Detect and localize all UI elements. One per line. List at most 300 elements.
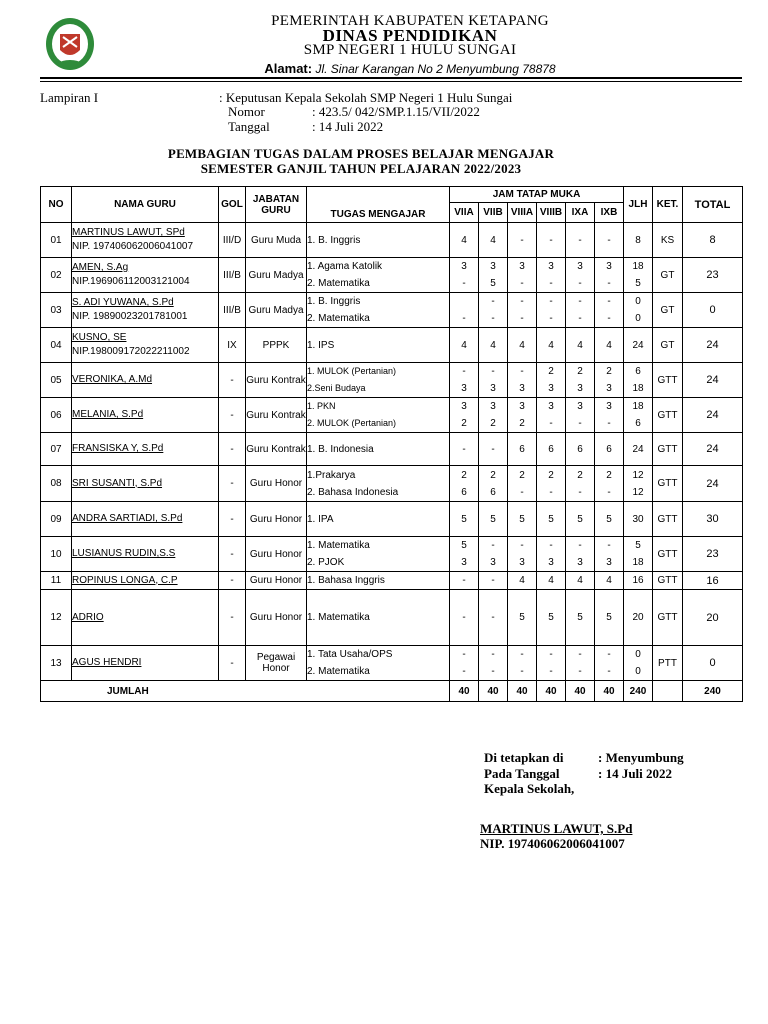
- hours-value: [450, 293, 478, 310]
- subject-item: 1. Tata Usaha/OPS: [307, 649, 393, 660]
- ket-value: GTT: [653, 398, 683, 433]
- lampiran-tanggal: : 14 Juli 2022: [312, 119, 384, 134]
- table-row: [41, 293, 743, 328]
- header-class-viiib: VIIIB: [537, 203, 566, 223]
- hours-cell: [595, 223, 624, 258]
- hours-value: 2: [606, 469, 612, 481]
- hours-value: 4: [490, 234, 496, 246]
- hours-value: 4: [461, 234, 467, 246]
- jlh-cell: [624, 223, 653, 258]
- hours-value: -: [578, 666, 582, 677]
- hours-cell: [537, 223, 566, 258]
- hours-value: 5: [548, 612, 554, 623]
- hours-value: -: [491, 540, 495, 551]
- subjects-cell: [307, 466, 450, 502]
- teacher-cell: [72, 363, 219, 398]
- subjects-cell: [307, 646, 450, 681]
- hours-cell: [566, 433, 595, 466]
- hours-cell: [566, 537, 595, 572]
- table-row: [41, 466, 743, 502]
- subject-item: 2. PJOK: [307, 557, 345, 568]
- hours-cell: [450, 590, 479, 646]
- hours-value: 3: [548, 401, 554, 412]
- teacher-nip: NIP.196906112003121004: [72, 276, 190, 287]
- hours-cell: [595, 433, 624, 466]
- teacher-nip: NIP. 197406062006041007: [72, 241, 194, 252]
- header-class-ixb: IXB: [595, 203, 624, 223]
- hours-value: 3: [490, 557, 496, 568]
- subject-item: 1.Prakarya: [307, 469, 356, 481]
- hours-value: 3: [548, 383, 554, 394]
- total-value: 24: [683, 433, 743, 466]
- header-class-viia: VIIA: [450, 203, 479, 223]
- subject-item: 1. B. Inggris: [307, 296, 361, 307]
- hours-cell: [508, 433, 537, 466]
- jlh-cell: [624, 433, 653, 466]
- hours-cell: [508, 398, 537, 433]
- hours-cell: [479, 433, 508, 466]
- subject-item: 2. MULOK (Pertanian): [307, 418, 397, 428]
- hours-cell: [566, 328, 595, 363]
- row-no: 07: [41, 433, 72, 466]
- teacher-name: AGUS HENDRI: [72, 657, 142, 668]
- hours-value: 4: [519, 339, 525, 351]
- hours-value: -: [578, 234, 582, 246]
- hours-cell: [595, 646, 624, 681]
- hours-value: -: [462, 366, 466, 377]
- hours-cell: [595, 572, 624, 590]
- teacher-name: MELANIA, S.Pd: [72, 409, 144, 420]
- teacher-cell: [72, 466, 219, 502]
- hours-value: -: [462, 666, 466, 677]
- teacher-gol: III/B: [219, 258, 246, 293]
- hours-cell: [479, 572, 508, 590]
- subject-item: 1. Bahasa Inggris: [307, 575, 385, 586]
- jlh-cell: [624, 466, 653, 502]
- hours-cell: [508, 537, 537, 572]
- teacher-name: AMEN, S.Ag: [72, 262, 129, 273]
- hours-cell: [595, 328, 624, 363]
- teacher-gol: -: [219, 572, 246, 590]
- hours-value: 3: [548, 261, 554, 272]
- teacher-jabatan: Guru Honor: [246, 590, 307, 646]
- hours-cell: [595, 466, 624, 502]
- hours-value: 2: [490, 469, 496, 481]
- hours-cell: [595, 363, 624, 398]
- header-rule: [40, 77, 742, 79]
- hours-value: -: [549, 296, 553, 307]
- hours-value: -: [607, 296, 611, 307]
- teacher-name: MARTINUS LAWUT, SPd: [72, 227, 185, 238]
- jlh-cell: [624, 293, 653, 328]
- subjects-cell: [307, 398, 450, 433]
- hours-value: -: [578, 296, 582, 307]
- header-class-viiia: VIIIA: [508, 203, 537, 223]
- hours-value: -: [462, 443, 466, 455]
- jlh-value: 12: [632, 486, 644, 498]
- hours-value: 3: [461, 557, 467, 568]
- total-value: 8: [683, 223, 743, 258]
- hours-value: 5: [461, 540, 467, 551]
- teacher-jabatan: Pegawai Honor: [246, 646, 307, 681]
- teacher-cell: [72, 223, 219, 258]
- ket-value: GT: [653, 258, 683, 293]
- sign-place: : Menyumbung: [598, 750, 684, 765]
- jlh-cell: [624, 646, 653, 681]
- row-no: 01: [41, 223, 72, 258]
- table-row: [41, 363, 743, 398]
- teacher-name: S. ADI YUWANA, S.Pd: [72, 297, 174, 308]
- hours-value: -: [462, 649, 466, 660]
- subjects-cell: [307, 328, 450, 363]
- jumlah-jlh: 240: [624, 681, 653, 702]
- header-gol: GOL: [219, 187, 246, 223]
- table-row: [41, 502, 743, 537]
- total-value: 23: [683, 258, 743, 293]
- ket-value: GTT: [653, 466, 683, 502]
- hours-value: 5: [606, 612, 612, 623]
- hours-value: -: [549, 540, 553, 551]
- teacher-cell: [72, 537, 219, 572]
- jlh-value: 0: [635, 296, 641, 307]
- total-value: 30: [683, 502, 743, 537]
- jlh-value: 12: [632, 469, 644, 481]
- hours-cell: [508, 328, 537, 363]
- row-no: 06: [41, 398, 72, 433]
- hours-value: -: [549, 278, 553, 289]
- hours-value: 3: [577, 261, 583, 272]
- header-nama: NAMA GURU: [72, 187, 219, 223]
- lampiran-nomor-label: Nomor: [228, 104, 265, 119]
- hours-value: -: [520, 666, 524, 677]
- hours-value: -: [462, 612, 466, 623]
- row-no: 02: [41, 258, 72, 293]
- teacher-cell: [72, 502, 219, 537]
- jlh-cell: [624, 363, 653, 398]
- hours-value: -: [520, 278, 524, 289]
- jlh-cell: [624, 258, 653, 293]
- teacher-cell: [72, 398, 219, 433]
- hours-value: -: [607, 486, 611, 498]
- hours-value: 2: [461, 469, 467, 481]
- sign-nip: NIP. 197406062006041007: [480, 836, 625, 851]
- teacher-gol: III/D: [219, 223, 246, 258]
- teacher-cell: [72, 572, 219, 590]
- table-row: [41, 572, 743, 590]
- teacher-name: FRANSISKA Y, S.Pd: [72, 443, 164, 454]
- header-total: TOTAL: [683, 187, 743, 223]
- address-label: Alamat:: [264, 61, 313, 76]
- hours-value: 3: [490, 261, 496, 272]
- hours-cell: [479, 258, 508, 293]
- document-subtitle: SEMESTER GANJIL TAHUN PELAJARAN 2022/2023: [200, 161, 522, 176]
- hours-cell: [450, 398, 479, 433]
- teacher-jabatan: Guru Honor: [246, 502, 307, 537]
- subjects-cell: [307, 572, 450, 590]
- hours-cell: [508, 293, 537, 328]
- hours-cell: [450, 223, 479, 258]
- subject-item: 2. Matematika: [307, 278, 370, 289]
- hours-cell: [450, 502, 479, 537]
- hours-cell: [508, 223, 537, 258]
- hours-cell: [479, 398, 508, 433]
- hours-cell: [537, 590, 566, 646]
- hours-value: 4: [461, 339, 467, 351]
- hours-value: -: [520, 366, 524, 377]
- header-class-viib: VIIB: [479, 203, 508, 223]
- header-class-ixa: IXA: [566, 203, 595, 223]
- teacher-gol: -: [219, 646, 246, 681]
- hours-cell: [450, 293, 479, 328]
- hours-cell: [450, 466, 479, 502]
- teacher-nip: NIP. 19890023201781001: [72, 311, 188, 322]
- teacher-gol: -: [219, 537, 246, 572]
- jumlah-ket-empty: [653, 681, 683, 702]
- hours-value: 3: [490, 383, 496, 394]
- hours-cell: [479, 363, 508, 398]
- hours-value: -: [607, 234, 611, 246]
- hours-value: -: [607, 313, 611, 324]
- hours-value: 2: [519, 469, 525, 481]
- address-text: Jl. Sinar Karangan No 2 Menyumbung 78878: [315, 62, 556, 76]
- jlh-value: 18: [632, 557, 644, 568]
- teacher-gol: -: [219, 398, 246, 433]
- hours-value: 4: [577, 575, 583, 586]
- hours-value: 5: [490, 278, 496, 289]
- hours-cell: [450, 646, 479, 681]
- header-address: [120, 61, 700, 76]
- teacher-name: LUSIANUS RUDIN,S.S: [72, 548, 176, 559]
- hours-value: -: [462, 313, 466, 324]
- hours-cell: [508, 363, 537, 398]
- subjects-cell: [307, 293, 450, 328]
- document-title: PEMBAGIAN TUGAS DALAM PROSES BELAJAR MENGAJAR: [167, 146, 555, 161]
- teacher-name: ADRIO: [72, 611, 104, 623]
- hours-value: -: [578, 418, 582, 429]
- subject-item: 1. Matematika: [307, 612, 370, 623]
- hours-cell: [537, 398, 566, 433]
- total-value: 24: [683, 363, 743, 398]
- hours-cell: [566, 223, 595, 258]
- hours-cell: [450, 363, 479, 398]
- hours-value: -: [520, 540, 524, 551]
- ket-value: GT: [653, 328, 683, 363]
- hours-value: 3: [519, 383, 525, 394]
- hours-value: -: [578, 486, 582, 498]
- subject-item: 1. Matematika: [307, 540, 370, 551]
- teacher-jabatan: Guru Kontrak: [246, 363, 307, 398]
- ket-value: GTT: [653, 590, 683, 646]
- hours-value: 3: [461, 401, 467, 412]
- hours-cell: [537, 537, 566, 572]
- subject-item: 2.Seni Budaya: [307, 383, 366, 393]
- hours-value: 6: [519, 443, 525, 455]
- hours-value: -: [578, 313, 582, 324]
- jlh-value: 5: [635, 278, 641, 289]
- hours-value: 4: [490, 339, 496, 351]
- row-no: 05: [41, 363, 72, 398]
- hours-value: -: [578, 649, 582, 660]
- lampiran-nomor: : 423.5/ 042/SMP.1.15/VII/2022: [312, 104, 480, 119]
- row-no: 08: [41, 466, 72, 502]
- hours-value: -: [491, 649, 495, 660]
- hours-value: 2: [519, 418, 525, 429]
- hours-value: 4: [548, 575, 554, 586]
- hours-cell: [450, 258, 479, 293]
- lampiran-tanggal-label: Tanggal: [228, 119, 270, 134]
- hours-value: 6: [461, 486, 467, 498]
- hours-cell: [508, 502, 537, 537]
- jlh-value: 24: [632, 443, 644, 455]
- subject-item: 1. B. Indonesia: [307, 443, 374, 455]
- hours-value: 4: [519, 575, 525, 586]
- total-row: [41, 681, 743, 702]
- jlh-value: 18: [632, 401, 644, 412]
- header-jabatan: JABATAN GURU: [246, 187, 307, 223]
- hours-value: 3: [519, 401, 525, 412]
- ket-value: GTT: [653, 537, 683, 572]
- hours-value: 5: [519, 513, 525, 525]
- row-no: 10: [41, 537, 72, 572]
- total-value: 24: [683, 398, 743, 433]
- hours-value: -: [491, 612, 495, 623]
- hours-cell: [508, 258, 537, 293]
- hours-value: 6: [606, 443, 612, 455]
- hours-value: 2: [548, 469, 554, 481]
- hours-cell: [537, 363, 566, 398]
- teacher-jabatan: PPPK: [246, 328, 307, 363]
- hours-value: 3: [606, 401, 612, 412]
- jlh-value: 16: [632, 575, 644, 586]
- total-value: 16: [683, 572, 743, 590]
- subjects-cell: [307, 258, 450, 293]
- hours-cell: [566, 293, 595, 328]
- hours-value: -: [607, 540, 611, 551]
- header-tugas: [307, 187, 450, 223]
- hours-cell: [566, 502, 595, 537]
- subject-item: 1. Agama Katolik: [307, 261, 383, 272]
- jumlah-total: 240: [683, 681, 743, 702]
- sign-date-label: Pada Tanggal: [484, 766, 560, 781]
- hours-cell: [595, 293, 624, 328]
- table-row: [41, 433, 743, 466]
- teacher-nip: NIP.198009172022211002: [72, 346, 190, 357]
- hours-value: 6: [577, 443, 583, 455]
- hours-cell: [450, 328, 479, 363]
- jlh-value: 20: [632, 612, 644, 623]
- jumlah-class: 40: [508, 681, 537, 702]
- jlh-value: 5: [635, 540, 641, 551]
- jlh-value: 18: [632, 383, 644, 394]
- table-row: [41, 590, 743, 646]
- hours-value: 5: [577, 612, 583, 623]
- header-jlh: JLH: [624, 187, 653, 223]
- subject-item: 1. IPS: [307, 339, 335, 351]
- hours-value: -: [607, 418, 611, 429]
- subject-item: 1. IPA: [307, 513, 334, 525]
- jumlah-class: 40: [450, 681, 479, 702]
- teacher-jabatan: Guru Madya: [246, 258, 307, 293]
- hours-cell: [537, 258, 566, 293]
- hours-cell: [450, 433, 479, 466]
- teacher-gol: -: [219, 590, 246, 646]
- hours-cell: [450, 572, 479, 590]
- assignment-table: [40, 186, 743, 702]
- sign-date: : 14 Juli 2022: [598, 766, 673, 781]
- teacher-jabatan: Guru Kontrak: [246, 398, 307, 433]
- hours-value: -: [549, 418, 553, 429]
- hours-cell: [479, 293, 508, 328]
- teacher-name: VERONIKA, A.Md: [72, 374, 153, 385]
- teacher-gol: -: [219, 363, 246, 398]
- hours-cell: [566, 258, 595, 293]
- ket-value: GTT: [653, 363, 683, 398]
- hours-cell: [537, 328, 566, 363]
- teacher-gol: IX: [219, 328, 246, 363]
- teacher-cell: [72, 258, 219, 293]
- teacher-name: ROPINUS LONGA, C.P: [72, 574, 178, 586]
- jlh-cell: [624, 572, 653, 590]
- hours-cell: [508, 646, 537, 681]
- hours-value: -: [491, 575, 495, 586]
- hours-cell: [566, 398, 595, 433]
- hours-value: 5: [577, 513, 583, 525]
- subjects-cell: [307, 223, 450, 258]
- teacher-gol: -: [219, 466, 246, 502]
- hours-cell: [479, 590, 508, 646]
- jlh-cell: [624, 398, 653, 433]
- header-government: PEMERINTAH KABUPATEN KETAPANG: [271, 13, 549, 29]
- subjects-cell: [307, 537, 450, 572]
- hours-cell: [479, 466, 508, 502]
- jlh-value: 18: [632, 261, 644, 272]
- ket-value: GTT: [653, 502, 683, 537]
- jumlah-class: 40: [566, 681, 595, 702]
- hours-value: 3: [577, 383, 583, 394]
- jlh-value: 8: [635, 234, 641, 246]
- hours-value: 4: [606, 575, 612, 586]
- jlh-cell: [624, 328, 653, 363]
- hours-value: -: [491, 366, 495, 377]
- hours-cell: [508, 572, 537, 590]
- hours-value: 2: [606, 366, 612, 377]
- header-agency: DINAS PENDIDIKAN: [322, 26, 498, 45]
- table-row: [41, 537, 743, 572]
- hours-cell: [566, 363, 595, 398]
- hours-cell: [595, 258, 624, 293]
- teacher-jabatan: Guru Honor: [246, 466, 307, 502]
- hours-value: -: [520, 486, 524, 498]
- jlh-value: 6: [635, 366, 641, 377]
- hours-value: -: [491, 666, 495, 677]
- jlh-value: 24: [632, 339, 644, 351]
- row-no: 12: [41, 590, 72, 646]
- hours-cell: [479, 328, 508, 363]
- header-jam: JAM TATAP MUKA: [450, 187, 624, 203]
- hours-value: -: [549, 666, 553, 677]
- table-row: [41, 223, 743, 258]
- hours-value: 5: [490, 513, 496, 525]
- hours-cell: [595, 502, 624, 537]
- hours-cell: [537, 466, 566, 502]
- ket-value: KS: [653, 223, 683, 258]
- teacher-gol: -: [219, 433, 246, 466]
- hours-value: -: [520, 649, 524, 660]
- teacher-cell: [72, 433, 219, 466]
- hours-value: 4: [606, 339, 612, 351]
- hours-cell: [479, 223, 508, 258]
- hours-value: -: [578, 278, 582, 289]
